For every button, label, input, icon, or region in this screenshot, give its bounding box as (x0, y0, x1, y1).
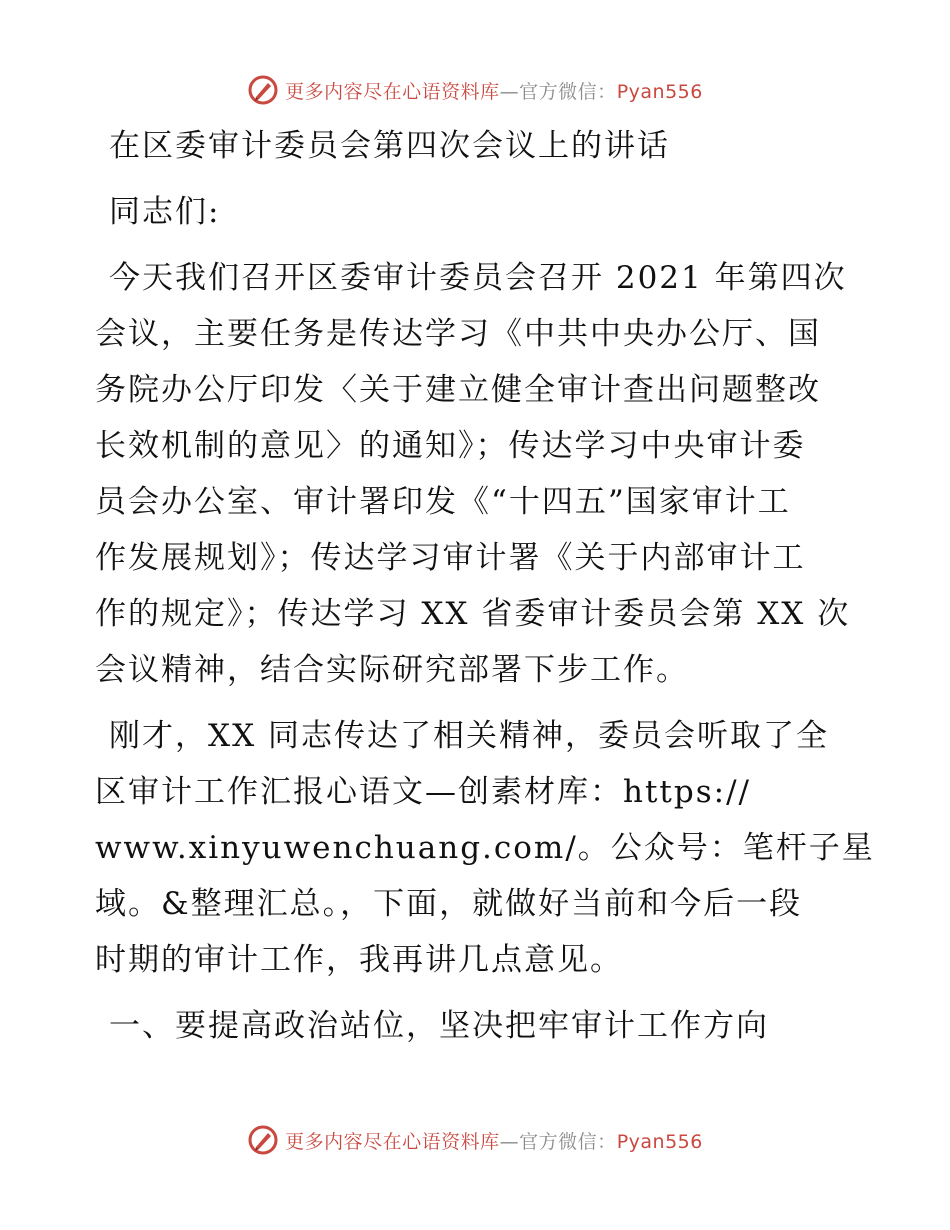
document-title: 在区委审计委员会第四次会议上的讲话 (109, 128, 670, 164)
paragraph-2 (95, 708, 875, 988)
watermark-text (285, 77, 703, 104)
paragraph-2-line: 域。&整理汇总。，下面，就做好当前和今后一段 (95, 886, 803, 922)
paragraph-1-line: 会议精神，结合实际研究部署下步工作。 (95, 652, 689, 688)
salutation: 同志们: (109, 194, 221, 230)
paragraph-2-line: 刚才，XX 同志传达了相关精神，委员会听取了全 (109, 718, 829, 754)
watermark-right-text: 官方微信： (519, 80, 617, 103)
paragraph-1-line: 长效机制的意见〉的通知》；传达学习中央审计委 (95, 428, 806, 464)
header-watermark-banner (0, 70, 950, 110)
paragraph-1-line: 会议，主要任务是传达学习《中共中央办公厅、国 (95, 316, 821, 352)
paragraph-2-line: 时期的审计工作，我再讲几点意见。 (95, 942, 623, 978)
watermark-dash: — (499, 80, 520, 103)
paragraph-2-line: www.xinyuwenchuang.com/。公众号：笔杆子星 (95, 830, 875, 866)
pen-circle-logo-icon (247, 74, 279, 106)
watermark-wechat: Pyan556 (616, 1130, 703, 1153)
paragraph-1-line: 务院办公厅印发〈关于建立健全审计查出问题整改 (95, 372, 821, 408)
section-heading-1: 一、要提高政治站位，坚决把牢审计工作方向 (109, 1008, 769, 1044)
watermark-dash: — (499, 1130, 520, 1153)
paragraph-1-line: 作发展规划》；传达学习审计署《关于内部审计工 (95, 540, 806, 576)
paragraph-1-line: 作的规定》；传达学习 XX 省委审计委员会第 XX 次 (95, 596, 851, 632)
paragraph-1 (95, 250, 855, 698)
paragraph-1-line: 今天我们召开区委审计委员会召开 2021 年第四次 (109, 260, 847, 296)
footer-watermark-banner (0, 1120, 950, 1160)
watermark-text (285, 1127, 703, 1154)
watermark-right-text: 官方微信： (519, 1130, 617, 1153)
watermark-left-text: 更多内容尽在心语资料库 (285, 1130, 500, 1153)
document-body (95, 118, 875, 1054)
paragraph-2-line: 区审计工作汇报心语文—创素材库：https:// (95, 774, 751, 810)
paragraph-1-line: 员会办公室、审计署印发《“十四五”国家审计工 (95, 484, 791, 520)
watermark-wechat: Pyan556 (616, 80, 703, 103)
pen-circle-logo-icon (247, 1124, 279, 1156)
watermark-left-text: 更多内容尽在心语资料库 (285, 80, 500, 103)
